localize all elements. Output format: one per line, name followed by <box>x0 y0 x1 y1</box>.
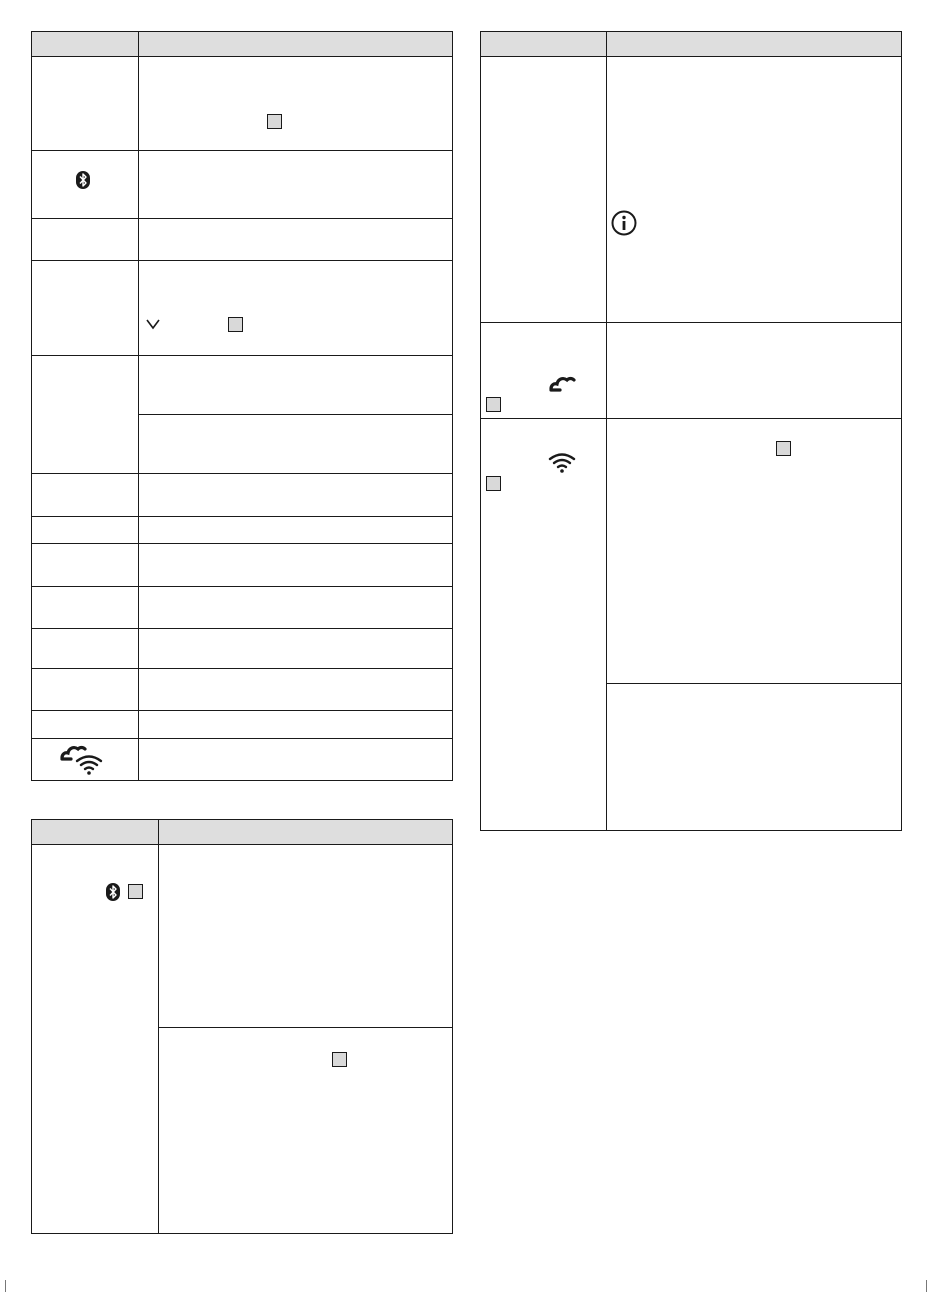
reference-box <box>486 476 501 491</box>
row-divider <box>32 738 452 739</box>
table-top-left <box>31 31 453 781</box>
table-bottom-left <box>31 819 453 1234</box>
row-divider <box>32 150 452 151</box>
bluetooth-icon <box>75 170 91 190</box>
wifi-icon <box>548 451 576 473</box>
reference-box <box>332 1052 347 1067</box>
table-header <box>32 820 452 845</box>
row-divider <box>32 355 452 356</box>
row-divider <box>32 668 452 669</box>
sub-row-divider <box>606 683 901 684</box>
row-divider <box>481 322 901 323</box>
row-divider <box>481 418 901 419</box>
reference-box <box>228 317 243 332</box>
table-header <box>32 32 452 57</box>
row-divider <box>32 586 452 587</box>
reference-box <box>267 114 282 129</box>
reference-box <box>776 441 791 456</box>
table-header <box>481 32 901 57</box>
reference-box <box>486 397 501 412</box>
bluetooth-icon <box>105 882 121 902</box>
row-divider <box>32 516 452 517</box>
chevron-down-icon <box>145 318 161 330</box>
cloud-wifi-icon <box>59 742 109 776</box>
crop-mark <box>5 1280 6 1292</box>
sub-row-divider <box>158 1027 452 1028</box>
column-divider <box>606 32 607 830</box>
row-divider <box>32 218 452 219</box>
info-icon <box>611 210 637 236</box>
reference-box <box>128 884 143 899</box>
row-divider <box>32 710 452 711</box>
row-divider <box>32 628 452 629</box>
row-divider <box>32 543 452 544</box>
sub-row-divider <box>138 414 452 415</box>
table-right <box>480 31 902 831</box>
cloud-icon <box>548 374 578 394</box>
row-divider <box>32 473 452 474</box>
crop-mark <box>926 1280 927 1292</box>
row-divider <box>32 260 452 261</box>
